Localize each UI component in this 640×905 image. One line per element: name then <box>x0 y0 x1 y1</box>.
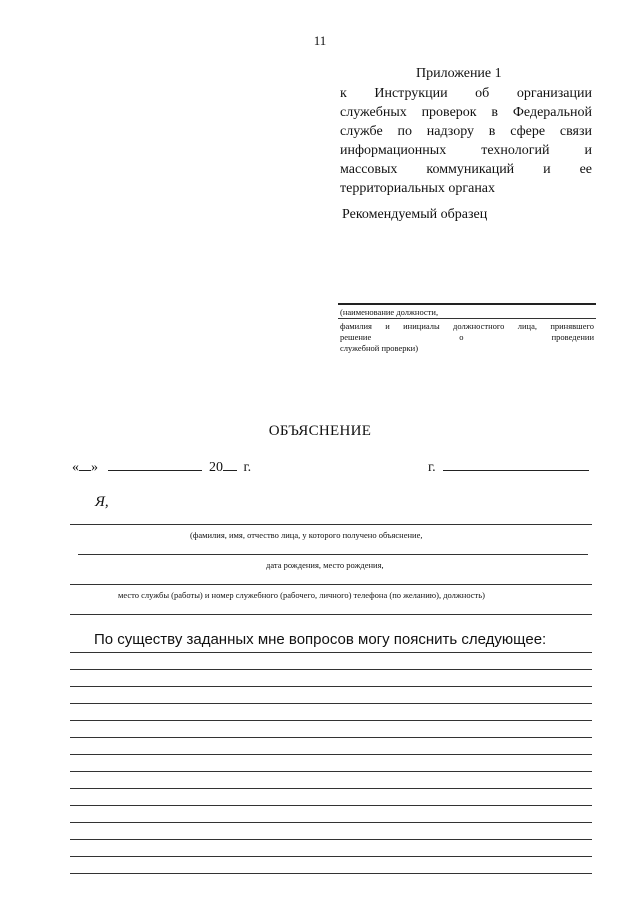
addressee-caption-line: решение о проведении <box>340 332 594 342</box>
statement-line[interactable] <box>70 805 592 806</box>
appendix-line: к Инструкции об организации <box>340 86 592 101</box>
addressee-line <box>338 303 596 305</box>
day-blank[interactable] <box>79 458 91 471</box>
statement-line[interactable] <box>70 703 592 704</box>
statement-line[interactable] <box>70 737 592 738</box>
name-line[interactable] <box>70 524 592 525</box>
position-line[interactable] <box>70 614 592 615</box>
statement-line[interactable] <box>70 822 592 823</box>
statement-line[interactable] <box>70 669 592 670</box>
city-prefix: г. <box>428 460 436 475</box>
date-field <box>72 458 251 476</box>
work-caption: место службы (работы) и номер служебного (рабочего, личного) телефона (по желанию), должность) <box>118 590 485 600</box>
quote-close: » <box>91 460 98 475</box>
statement-line[interactable] <box>70 771 592 772</box>
appendix-line: службе по надзору в сфере связи <box>340 124 592 139</box>
appendix-line: массовых коммуникаций и ее <box>340 162 592 177</box>
appendix-line: служебных проверок в Федеральной <box>340 105 592 120</box>
year-prefix: 20 <box>209 460 223 475</box>
appendix-title: Приложение 1 <box>416 66 502 81</box>
statement-line[interactable] <box>70 652 592 653</box>
statement-line[interactable] <box>70 856 592 857</box>
birth-caption: дата рождения, место рождения, <box>266 560 384 570</box>
addressee-caption <box>340 321 594 354</box>
statement-line[interactable] <box>70 839 592 840</box>
addressee-caption-line: фамилия и инициалы должностного лица, принявшего <box>340 321 594 331</box>
city-blank[interactable] <box>443 458 589 471</box>
appendix-line: территориальных органах <box>340 181 496 196</box>
statement-line[interactable] <box>70 720 592 721</box>
appendix-line: информационных технологий и <box>340 143 592 158</box>
quote-open: « <box>72 460 79 475</box>
addressee-name-line <box>338 318 596 319</box>
addressee-position-caption: (наименование должности, <box>340 307 439 317</box>
statement-line[interactable] <box>70 686 592 687</box>
addressee-caption-line: служебной проверки) <box>340 343 419 353</box>
work-line[interactable] <box>70 584 592 585</box>
year-blank[interactable] <box>223 458 237 471</box>
year-suffix: г. <box>243 460 252 475</box>
statement-line[interactable] <box>70 873 592 874</box>
name-caption: (фамилия, имя, отчество лица, у которого получено объяснение, <box>190 530 423 540</box>
month-blank[interactable] <box>108 458 202 471</box>
statement-line[interactable] <box>70 788 592 789</box>
appendix-reference <box>340 84 592 198</box>
city-field <box>428 458 589 476</box>
page-number: 11 <box>313 33 327 48</box>
birth-line[interactable] <box>78 554 588 555</box>
document-title: ОБЪЯСНЕНИЕ <box>268 423 372 439</box>
sample-label: Рекомендуемый образец <box>342 207 488 222</box>
declarant-ya: Я, <box>95 494 109 510</box>
statement-intro: По существу заданных мне вопросов могу пояснить следующее: <box>94 631 547 648</box>
statement-line[interactable] <box>70 754 592 755</box>
